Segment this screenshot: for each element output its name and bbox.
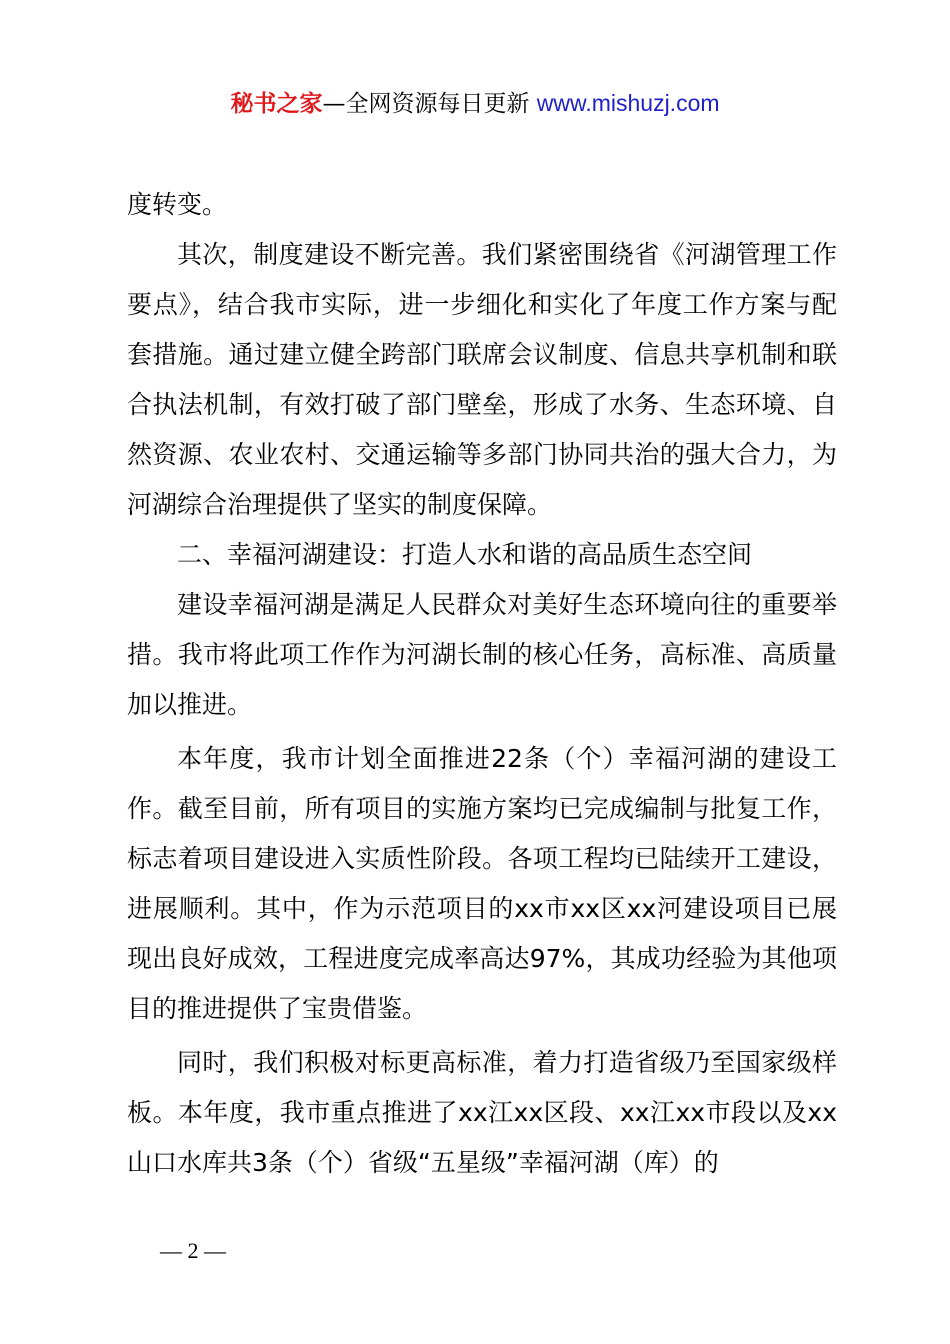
page-number: — 2 —: [160, 1238, 226, 1263]
header-tagline: —全网资源每日更新: [322, 91, 537, 117]
brand-name: 秘书之家: [230, 91, 323, 117]
site-header: [0, 86, 950, 121]
section-heading-happy-rivers: 二、幸福河湖建设：打造人水和谐的高品质生态空间: [177, 540, 753, 569]
site-url-link[interactable]: www.mishuzj.com: [536, 90, 720, 116]
paragraph-continuation: 度转变。: [127, 190, 228, 219]
paragraph-institution-building: 其次，制度建设不断完善。我们紧密围绕省《河湖管理工作要点》，结合我市实际，进一步细化和实化了年度工作方案与配套措施。通过建立健全跨部门联席会议制度、信息共享机制和联合执法机制，有效打破了部门壁垒，形成了水务、生态环境、自然资源、农业农村、交通运输等多部门协同共治的强大合力，为河湖综合治理提供了坚实的制度保障。: [127, 240, 837, 519]
paragraph-annual-progress: 本年度，我市计划全面推进22条（个）幸福河湖的建设工作。截至目前，所有项目的实施方案均已完成编制与批复工作，标志着项目建设进入实质性阶段。各项工程均已陆续开工建设，进展顺利。其中，作为示范项目的xx市xx区xx河建设项目已展现出良好成效，工程进度完成率高达97%，其成功经验为其他项目的推进提供了宝贵借鉴。: [127, 744, 837, 1023]
document-body: [127, 180, 837, 1188]
paragraph-provincial-benchmark: 同时，我们积极对标更高标准，着力打造省级乃至国家级样板。本年度，我市重点推进了xx江xx区段、xx江xx市段以及xx山口水库共3条（个）省级“五星级”幸福河湖（库）的: [127, 1048, 837, 1177]
paragraph-happy-rivers-intro: 建设幸福河湖是满足人民群众对美好生态环境向往的重要举措。我市将此项工作作为河湖长制的核心任务，高标准、高质量加以推进。: [127, 590, 837, 719]
